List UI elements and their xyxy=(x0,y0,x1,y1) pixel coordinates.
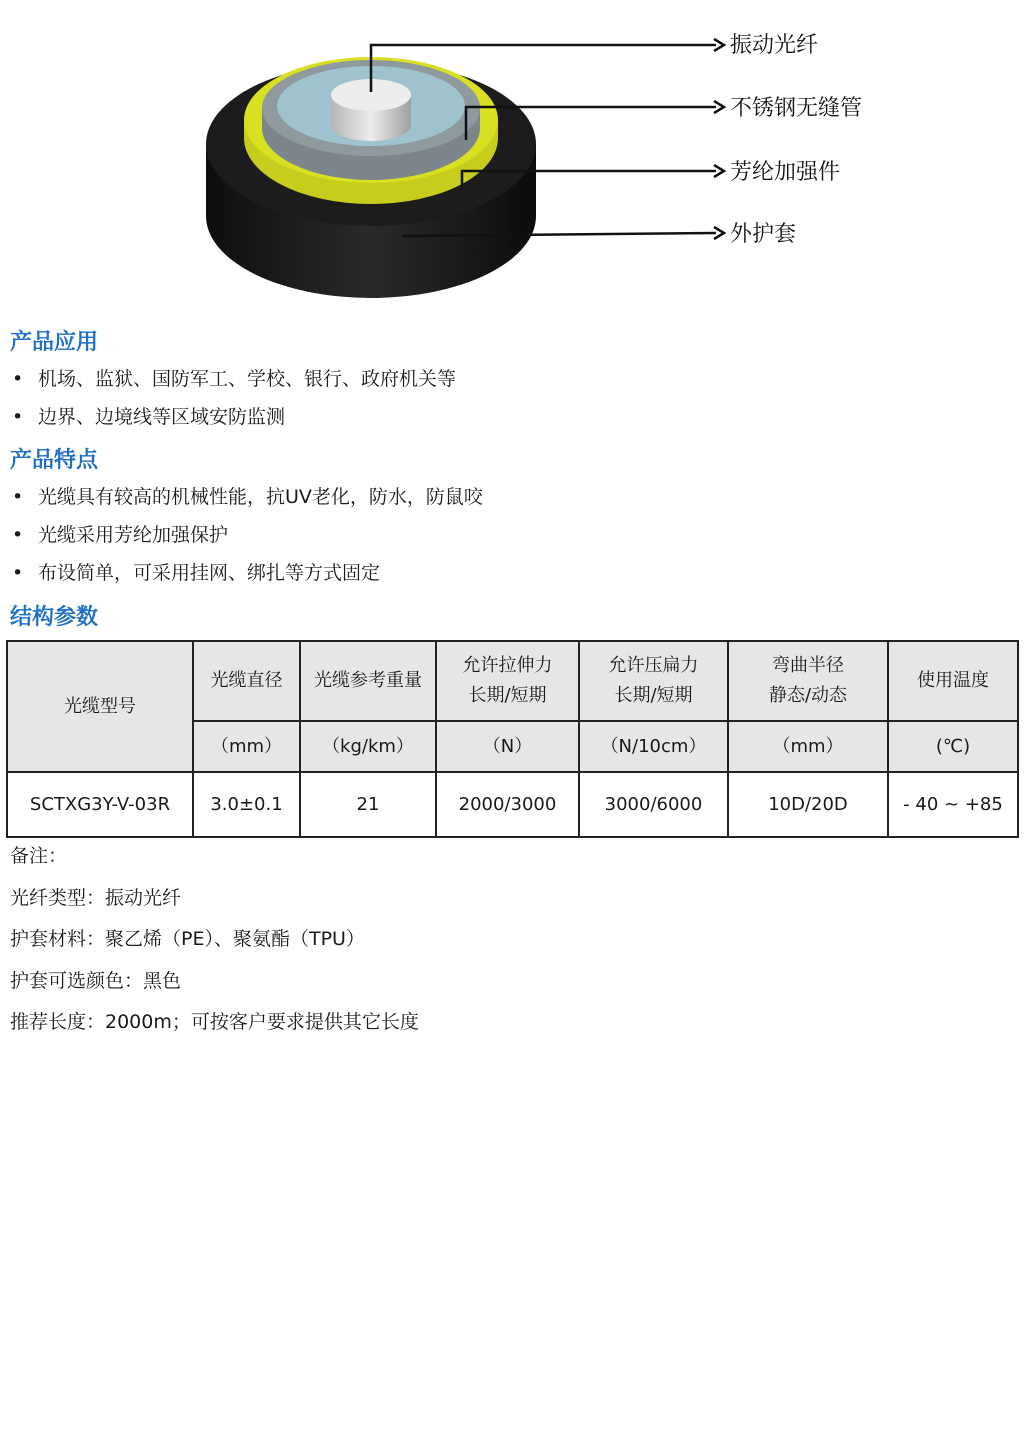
cable-figure xyxy=(0,0,1024,310)
label-steel-tube: 不锈钢无缝管 xyxy=(730,96,863,121)
applications-title: 产品应用 xyxy=(10,330,99,355)
list-item: • 光缆采用芳纶加强保护 xyxy=(10,516,483,554)
note-jacket-material: 护套材料：聚乙烯（PE）、聚氨酯（TPU） xyxy=(10,928,365,950)
header-tensile: 允许拉伸力 长期/短期 xyxy=(436,641,579,721)
unit-weight: （kg/km） xyxy=(300,721,436,772)
label-vibration-fiber: 振动光纤 xyxy=(730,33,819,58)
header-diameter: 光缆直径 xyxy=(193,641,300,721)
note-recommended-length: 推荐长度：2000m；可按客户要求提供其它长度 xyxy=(10,1011,419,1033)
cell-model: SCTXG3Y-V-03R xyxy=(7,772,193,837)
header-temperature: 使用温度 xyxy=(888,641,1018,721)
applications-list xyxy=(10,360,456,436)
table-row xyxy=(7,772,1018,837)
header-model: 光缆型号 xyxy=(7,641,193,772)
label-jacket: 外护套 xyxy=(730,222,797,247)
notes-heading: 备注： xyxy=(10,845,68,867)
list-item: • 边界、边境线等区域安防监测 xyxy=(10,398,456,436)
cell-diameter: 3.0±0.1 xyxy=(193,772,300,837)
spec-table xyxy=(6,640,1019,838)
unit-tensile: （N） xyxy=(436,721,579,772)
cell-tensile: 2000/3000 xyxy=(436,772,579,837)
cell-weight: 21 xyxy=(300,772,436,837)
structure-title: 结构参数 xyxy=(10,605,99,630)
cell-bend-radius: 10D/20D xyxy=(728,772,888,837)
cable-illustration xyxy=(0,0,1024,310)
label-aramid: 芳纶加强件 xyxy=(730,160,841,185)
header-crush: 允许压扁力 长期/短期 xyxy=(579,641,728,721)
list-item: • 光缆具有较高的机械性能，抗UV老化，防水，防鼠咬 xyxy=(10,478,483,516)
list-item: • 机场、监狱、国防军工、学校、银行、政府机关等 xyxy=(10,360,456,398)
cell-temperature: - 40 ~ +85 xyxy=(888,772,1018,837)
unit-bend-radius: （mm） xyxy=(728,721,888,772)
note-fiber-type: 光纤类型：振动光纤 xyxy=(10,886,182,909)
unit-temperature: (℃) xyxy=(888,721,1018,772)
notes xyxy=(10,842,419,1050)
cell-crush: 3000/6000 xyxy=(579,772,728,837)
features-title: 产品特点 xyxy=(10,448,99,473)
header-bend-radius: 弯曲半径 静态/动态 xyxy=(728,641,888,721)
header-weight: 光缆参考重量 xyxy=(300,641,436,721)
unit-diameter: （mm） xyxy=(193,721,300,772)
unit-crush: （N/10cm） xyxy=(579,721,728,772)
list-item: • 布设简单，可采用挂网、绑扎等方式固定 xyxy=(10,554,483,592)
note-jacket-color: 护套可选颜色：黑色 xyxy=(10,969,182,992)
features-list xyxy=(10,478,483,592)
